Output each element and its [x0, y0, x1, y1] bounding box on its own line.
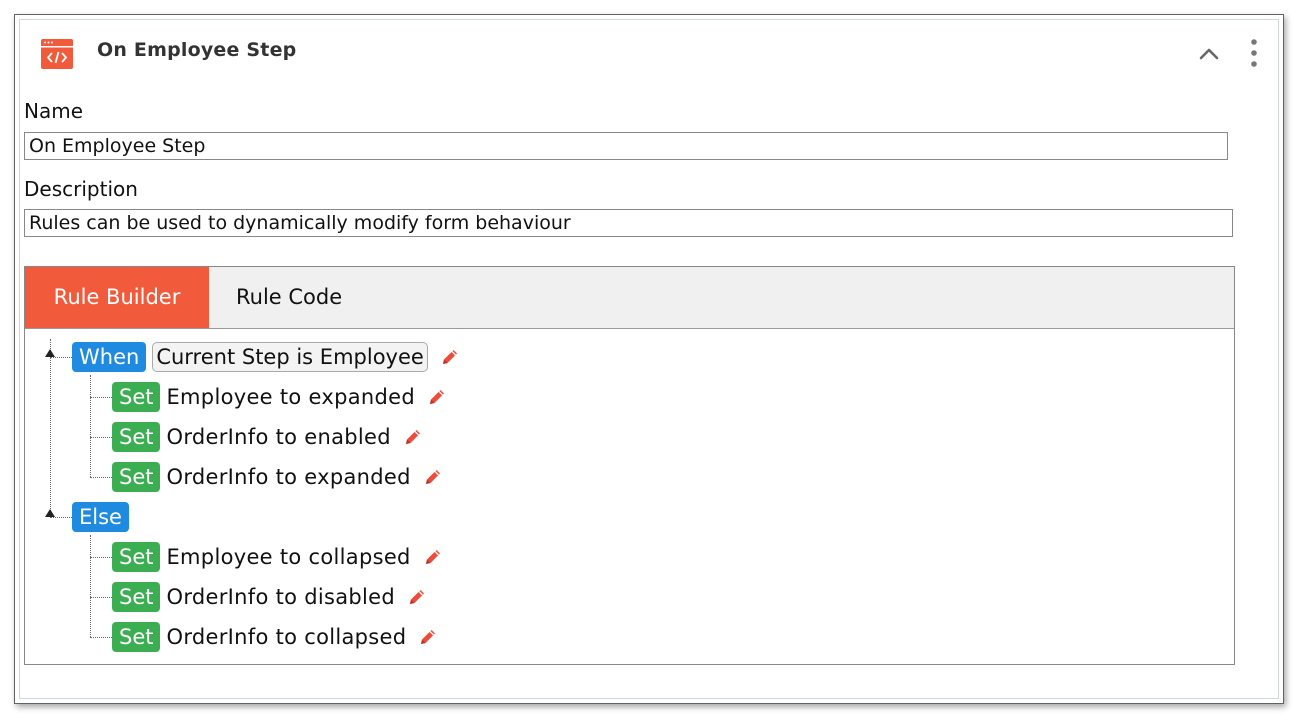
tab-rule-builder[interactable]: Rule Builder — [25, 267, 209, 328]
tab-rule-code[interactable]: Rule Code — [236, 285, 343, 309]
tree-connector — [90, 477, 112, 478]
set-keyword[interactable]: Set — [112, 542, 160, 572]
set-keyword[interactable]: Set — [112, 422, 160, 452]
action-row — [112, 382, 447, 412]
tree-connector — [50, 339, 51, 515]
when-expander-icon[interactable] — [45, 349, 55, 357]
edit-pencil-icon[interactable] — [423, 467, 443, 487]
when-keyword[interactable]: When — [72, 342, 146, 372]
action-text[interactable]: Employee to expanded — [166, 385, 415, 409]
rule-tree — [25, 329, 1234, 664]
edit-pencil-icon[interactable] — [403, 427, 423, 447]
tree-connector — [90, 557, 112, 558]
action-row — [112, 422, 423, 452]
edit-pencil-icon[interactable] — [423, 547, 443, 567]
name-label: Name — [24, 99, 84, 123]
code-window-icon — [40, 38, 74, 70]
action-row — [112, 542, 443, 572]
tree-connector — [90, 437, 112, 438]
else-expander-icon[interactable] — [45, 509, 55, 517]
tree-connector — [90, 597, 112, 598]
action-text[interactable]: OrderInfo to enabled — [166, 425, 391, 449]
tree-connector — [90, 375, 91, 477]
tree-connector — [90, 535, 91, 637]
action-text[interactable]: OrderInfo to disabled — [166, 585, 396, 609]
condition-box[interactable]: Current Step is Employee — [152, 342, 428, 372]
else-keyword[interactable]: Else — [72, 502, 129, 532]
when-row — [72, 342, 460, 372]
more-options-icon[interactable] — [1246, 38, 1262, 68]
set-keyword[interactable]: Set — [112, 622, 160, 652]
tree-connector — [50, 357, 72, 358]
set-keyword[interactable]: Set — [112, 462, 160, 492]
else-row — [72, 502, 129, 532]
edit-pencil-icon[interactable] — [440, 347, 460, 367]
edit-pencil-icon[interactable] — [427, 387, 447, 407]
edit-pencil-icon[interactable] — [418, 627, 438, 647]
edit-pencil-icon[interactable] — [407, 587, 427, 607]
rule-tab-bar — [25, 267, 1234, 329]
action-text[interactable]: OrderInfo to collapsed — [166, 625, 407, 649]
description-input[interactable] — [24, 209, 1233, 237]
action-text[interactable]: OrderInfo to expanded — [166, 465, 411, 489]
name-input[interactable] — [24, 132, 1228, 160]
panel-title: On Employee Step — [97, 39, 297, 61]
rule-panel-inner — [19, 19, 1279, 699]
tree-connector — [90, 397, 112, 398]
tree-connector — [50, 517, 72, 518]
tree-connector — [90, 637, 112, 638]
set-keyword[interactable]: Set — [112, 382, 160, 412]
rule-editor — [24, 266, 1235, 665]
set-keyword[interactable]: Set — [112, 582, 160, 612]
panel-header — [20, 20, 1278, 86]
rule-panel — [14, 14, 1284, 704]
action-row — [112, 582, 427, 612]
chevron-up-icon[interactable] — [1196, 42, 1222, 64]
action-text[interactable]: Employee to collapsed — [166, 545, 411, 569]
action-row — [112, 462, 443, 492]
action-row — [112, 622, 438, 652]
description-label: Description — [24, 177, 138, 201]
